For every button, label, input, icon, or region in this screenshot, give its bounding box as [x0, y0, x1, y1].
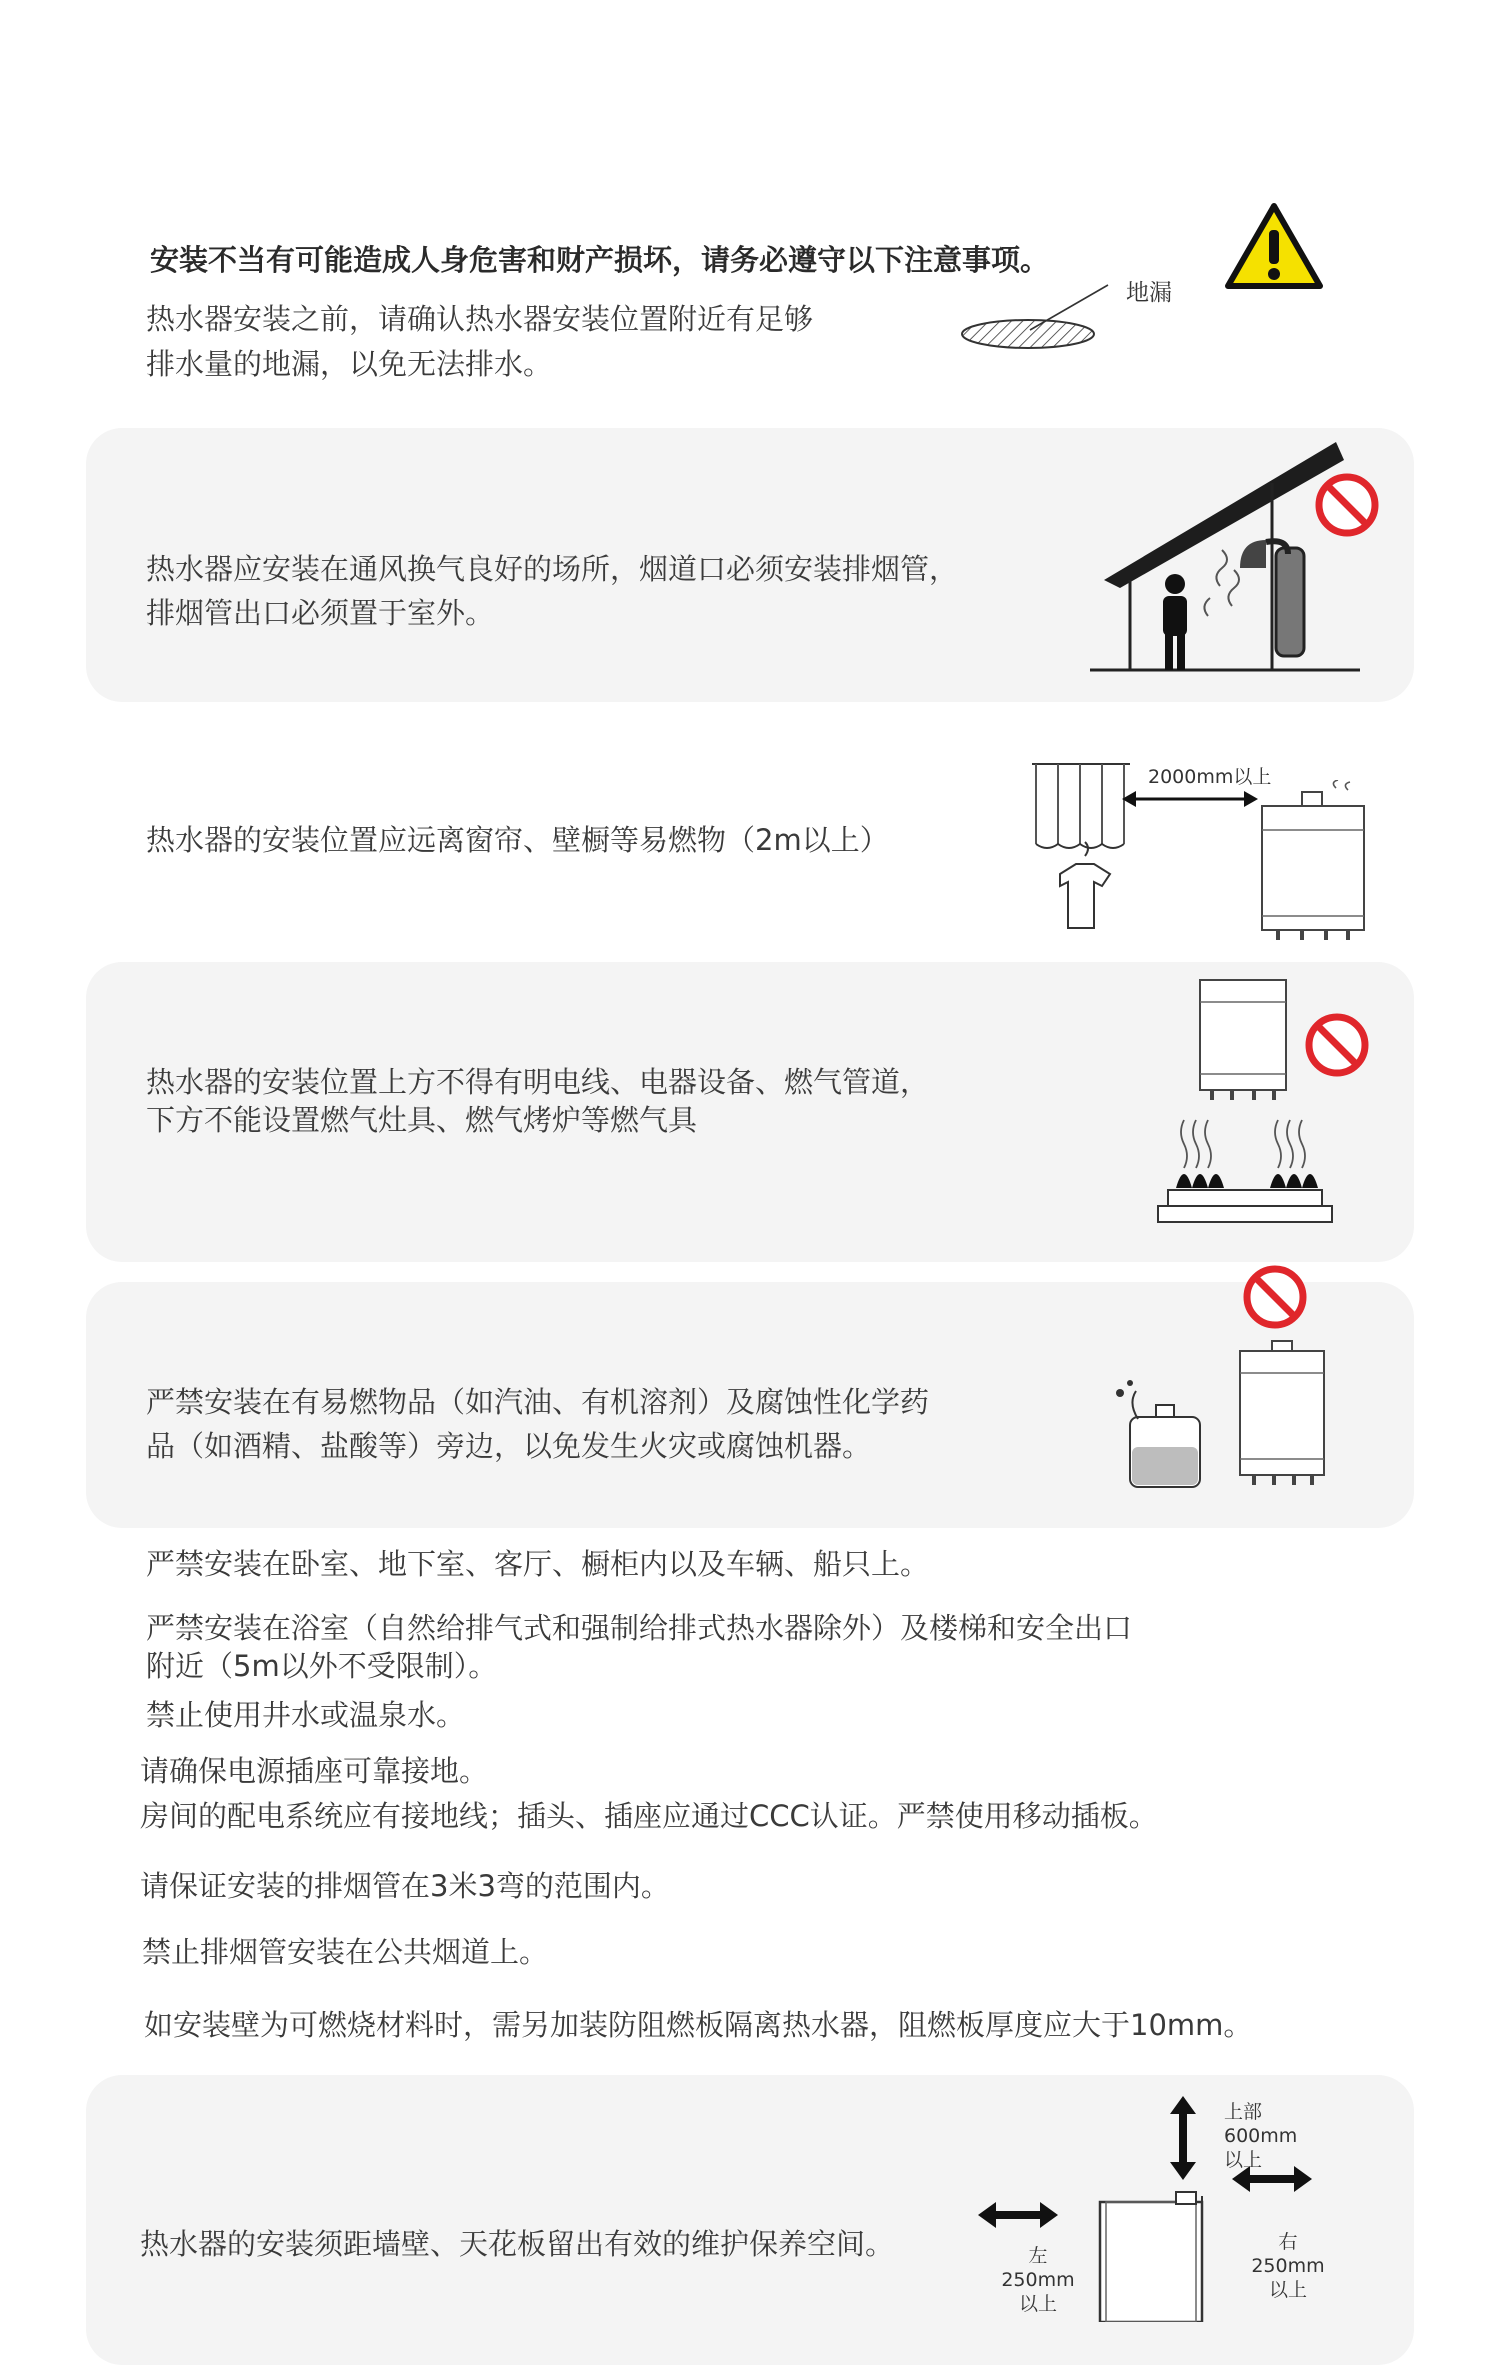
note-9: 如安装壁为可燃烧材料时，需另加装防阻燃板隔离热水器，阻燃板厚度应大于10mm。	[144, 2008, 1253, 2042]
water-heater-icon	[1256, 780, 1376, 950]
water-heater-icon	[1086, 2186, 1226, 2322]
floor-drain-icon	[960, 270, 1110, 360]
clearance-text: 热水器的安装须距墙壁、天花板留出有效的维护保养空间。	[140, 2227, 895, 2261]
right-arrow-icon	[1230, 2164, 1314, 2194]
right-clearance-label	[1248, 2230, 1328, 2302]
right-clearance-label-1: 右	[1278, 2231, 1298, 2253]
distance-label: 2000mm以上	[1148, 766, 1272, 788]
warning-triangle-icon	[1224, 200, 1324, 292]
note-3: 附近（5m以外不受限制）。	[146, 1649, 498, 1683]
curtain-wardrobe-illustration	[1030, 750, 1140, 950]
note-2: 严禁安装在浴室（自然给排气式和强制给排式热水器除外）及楼梯和安全出口	[146, 1611, 1133, 1645]
drain-text-line-2: 排水量的地漏，以免无法排水。	[146, 347, 553, 381]
top-clearance-label-3: 以上	[1224, 2149, 1263, 2171]
top-clearance-label-2: 600mm	[1224, 2125, 1298, 2147]
ventilation-text-line-2: 排烟管出口必须置于室外。	[146, 596, 495, 630]
prohibited-icon	[1240, 1262, 1310, 1332]
note-6: 房间的配电系统应有接地线；插头、插座应通过CCC认证。严禁使用移动插板。	[140, 1799, 1158, 1833]
drain-text-line-1: 热水器安装之前，请确认热水器安装位置附近有足够	[146, 302, 814, 336]
warning-heading: 安装不当有可能造成人身危害和财产损坏，请务必遵守以下注意事项。	[150, 243, 1050, 277]
chemicals-text-line-2: 品（如酒精、盐酸等）旁边，以免发生火灾或腐蚀机器。	[146, 1429, 872, 1463]
chemical-container-illustration	[1100, 1335, 1340, 1515]
top-clearance-label-1: 上部	[1224, 2101, 1263, 2123]
right-clearance-label-2: 250mm	[1251, 2255, 1325, 2277]
left-clearance-label-1: 左	[1028, 2245, 1048, 2267]
prohibited-icon	[1312, 470, 1382, 540]
left-clearance-label	[998, 2244, 1078, 2316]
floor-drain-label: 地漏	[1126, 280, 1172, 306]
note-4: 禁止使用井水或温泉水。	[146, 1698, 466, 1732]
left-clearance-label-3: 以上	[1018, 2293, 1057, 2315]
vertical-arrow-icon	[1168, 2094, 1198, 2182]
note-7: 请保证安装的排烟管在3米3弯的范围内。	[140, 1869, 670, 1903]
right-clearance-label-3: 以上	[1268, 2279, 1307, 2301]
above-below-text-line-2: 下方不能设置燃气灶具、燃气烤炉等燃气具	[146, 1103, 698, 1137]
above-below-text-line-1: 热水器的安装位置上方不得有明电线、电器设备、燃气管道，	[146, 1065, 930, 1099]
note-1: 严禁安装在卧室、地下室、客厅、橱柜内以及车辆、船只上。	[146, 1547, 930, 1581]
left-arrow-icon	[976, 2200, 1060, 2230]
note-5: 请确保电源插座可靠接地。	[140, 1754, 489, 1788]
top-clearance-label	[1224, 2100, 1297, 2172]
prohibited-icon	[1302, 1010, 1372, 1080]
curtain-text: 热水器的安装位置应远离窗帘、壁橱等易燃物（2m以上）	[146, 823, 889, 857]
note-8: 禁止排烟管安装在公共烟道上。	[142, 1935, 549, 1969]
ventilation-text-line-1: 热水器应安装在通风换气良好的场所，烟道口必须安装排烟管，	[146, 552, 959, 586]
chemicals-text-line-1: 严禁安装在有易燃物品（如汽油、有机溶剂）及腐蚀性化学药	[146, 1385, 930, 1419]
left-clearance-label-2: 250mm	[1001, 2269, 1075, 2291]
